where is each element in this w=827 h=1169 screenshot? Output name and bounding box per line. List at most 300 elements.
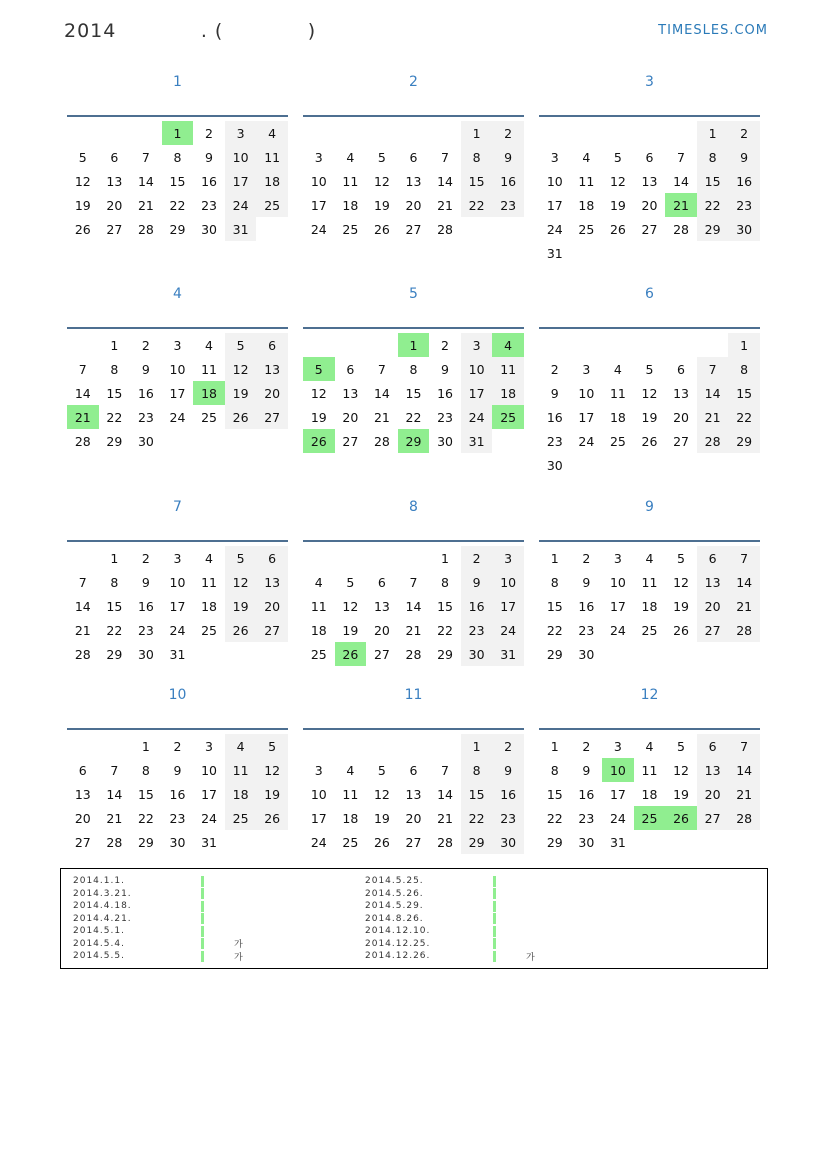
day-cell: 21 (67, 405, 99, 429)
holiday-color-marker (493, 951, 496, 962)
day-cell: 22 (106, 622, 123, 638)
day-cell: 4 (645, 550, 654, 566)
day-cell: 16 (137, 385, 154, 401)
day-cell: 31 (609, 834, 626, 850)
day-cell: 3 (492, 546, 524, 570)
day-cell: 21 (697, 405, 729, 429)
day-cell: 9 (141, 574, 150, 590)
day-cell: 23 (437, 409, 453, 425)
day-grid (67, 546, 288, 666)
day-cell: 31 (225, 217, 257, 241)
day-cell: 6 (110, 149, 119, 165)
day-cell: 25 (609, 433, 626, 449)
day-cell: 27 (697, 806, 729, 830)
day-cell: 19 (256, 782, 288, 806)
day-cell: 23 (492, 193, 524, 217)
day-cell: 15 (169, 173, 186, 189)
day-cell: 14 (437, 786, 453, 802)
day-cell: 11 (342, 173, 359, 189)
day-cell: 9 (550, 385, 559, 401)
day-cell: 11 (492, 357, 524, 381)
day-cell: 9 (441, 361, 449, 377)
day-cell: 14 (728, 570, 760, 594)
day-cell: 6 (409, 149, 418, 165)
month-name: 4 (173, 286, 182, 302)
day-cell: 27 (641, 221, 658, 237)
day-cell: 12 (256, 758, 288, 782)
holiday-color-marker (493, 876, 496, 887)
day-cell: 30 (492, 830, 524, 854)
month-divider (303, 728, 524, 730)
day-cell: 13 (256, 570, 288, 594)
holiday-date: 2014.5.4. (73, 938, 125, 949)
day-cell: 30 (578, 834, 595, 850)
day-cell: 14 (74, 598, 91, 614)
day-cell: 4 (346, 149, 355, 165)
month-divider (303, 115, 524, 117)
day-cell: 12 (74, 173, 91, 189)
holiday-date: 2014.12.10. (365, 926, 431, 937)
day-cell: 8 (441, 574, 449, 590)
day-cell: 12 (373, 173, 390, 189)
day-cell: 9 (582, 574, 591, 590)
day-cell: 7 (377, 361, 386, 377)
day-cell: 30 (201, 221, 217, 237)
day-cell: 26 (74, 221, 91, 237)
day-cell: 14 (437, 173, 453, 189)
day-cell: 3 (314, 762, 323, 778)
day-cell: 21 (437, 197, 453, 213)
day-cell: 7 (728, 734, 760, 758)
day-cell: 14 (697, 381, 729, 405)
day-cell: 21 (137, 197, 154, 213)
day-cell: 20 (697, 594, 729, 618)
empty-day-cell (335, 546, 367, 570)
day-cell: 26 (335, 642, 367, 666)
empty-day-cell (398, 734, 430, 758)
day-grid (67, 734, 288, 854)
day-cell: 20 (342, 409, 359, 425)
empty-day-cell (602, 121, 634, 145)
day-cell: 17 (310, 197, 327, 213)
empty-day-cell (335, 121, 367, 145)
day-cell: 10 (461, 357, 493, 381)
day-cell: 17 (310, 810, 327, 826)
day-cell: 26 (609, 221, 626, 237)
day-grid (67, 333, 288, 453)
holiday-color-marker (493, 926, 496, 937)
day-cell: 27 (342, 433, 359, 449)
day-cell: 26 (665, 806, 697, 830)
day-cell: 8 (550, 574, 559, 590)
day-cell: 4 (205, 337, 213, 353)
day-cell: 5 (677, 738, 685, 754)
day-cell: 26 (303, 429, 335, 453)
empty-day-cell (539, 121, 571, 145)
day-cell: 8 (173, 149, 182, 165)
day-cell: 23 (578, 622, 595, 638)
legend-row (365, 925, 536, 938)
day-cell: 1 (398, 333, 430, 357)
day-cell: 2 (582, 550, 591, 566)
day-cell: 22 (697, 193, 729, 217)
day-cell: 25 (256, 193, 288, 217)
day-cell: 11 (225, 758, 257, 782)
day-cell: 5 (346, 574, 355, 590)
day-cell: 27 (74, 834, 91, 850)
day-cell: 22 (137, 810, 154, 826)
empty-day-cell (665, 333, 697, 357)
day-cell: 24 (310, 221, 327, 237)
day-cell: 5 (645, 361, 654, 377)
day-cell: 12 (342, 598, 359, 614)
day-cell: 27 (373, 646, 390, 662)
day-cell: 5 (78, 149, 87, 165)
day-cell: 11 (641, 762, 658, 778)
day-cell: 26 (673, 622, 689, 638)
day-cell: 17 (201, 786, 217, 802)
holiday-name: 가 (526, 952, 536, 963)
day-cell: 15 (437, 598, 453, 614)
day-cell: 1 (110, 550, 119, 566)
day-cell: 11 (641, 574, 658, 590)
day-cell: 15 (546, 598, 563, 614)
day-cell: 4 (582, 149, 591, 165)
day-cell: 3 (550, 149, 559, 165)
day-cell: 26 (373, 221, 390, 237)
day-cell: 11 (310, 598, 327, 614)
day-cell: 1 (550, 550, 559, 566)
day-cell: 4 (346, 762, 355, 778)
empty-day-cell (429, 734, 461, 758)
day-cell: 1 (728, 333, 760, 357)
day-cell: 18 (641, 786, 658, 802)
holiday-date: 2014.5.25. (365, 876, 424, 887)
empty-day-cell (398, 121, 430, 145)
day-cell: 19 (373, 197, 390, 213)
day-cell: 18 (342, 810, 359, 826)
day-cell: 29 (546, 646, 563, 662)
day-cell: 8 (461, 145, 493, 169)
day-cell: 30 (578, 646, 595, 662)
empty-day-cell (303, 333, 335, 357)
empty-day-cell (634, 121, 666, 145)
day-cell: 8 (110, 361, 119, 377)
day-cell: 25 (641, 622, 658, 638)
day-cell: 6 (256, 546, 288, 570)
day-cell: 2 (141, 550, 150, 566)
day-cell: 16 (492, 169, 524, 193)
month-name: 11 (404, 687, 423, 703)
empty-day-cell (303, 121, 335, 145)
day-cell: 27 (405, 221, 422, 237)
day-cell: 28 (728, 618, 760, 642)
day-cell: 8 (697, 145, 729, 169)
day-cell: 3 (314, 149, 323, 165)
day-cell: 23 (492, 806, 524, 830)
day-cell: 30 (169, 834, 186, 850)
day-cell: 16 (578, 786, 595, 802)
empty-day-cell (67, 333, 99, 357)
day-cell: 1 (550, 738, 559, 754)
day-cell: 16 (728, 169, 760, 193)
day-cell: 23 (137, 622, 154, 638)
day-cell: 16 (492, 782, 524, 806)
day-cell: 7 (78, 361, 87, 377)
day-cell: 8 (409, 361, 418, 377)
day-cell: 13 (405, 173, 422, 189)
day-cell: 4 (314, 574, 323, 590)
legend-row (73, 925, 244, 938)
day-cell: 15 (106, 598, 123, 614)
legend-row (365, 900, 536, 913)
day-cell: 30 (137, 646, 154, 662)
day-cell: 23 (728, 193, 760, 217)
day-cell: 16 (461, 594, 493, 618)
day-cell: 27 (106, 221, 123, 237)
day-cell: 25 (201, 622, 217, 638)
empty-day-cell (335, 333, 367, 357)
day-cell: 19 (673, 786, 689, 802)
day-cell: 4 (205, 550, 213, 566)
site-logo-text[interactable]: TIMESLES.COM (658, 23, 768, 38)
legend-row (365, 950, 536, 963)
day-cell: 15 (461, 782, 493, 806)
day-cell: 28 (673, 221, 689, 237)
day-grid (303, 546, 524, 666)
empty-day-cell (366, 333, 398, 357)
holiday-date: 2014.4.21. (73, 913, 132, 924)
day-cell: 1 (461, 734, 493, 758)
day-cell: 25 (225, 806, 257, 830)
day-cell: 13 (256, 357, 288, 381)
day-cell: 24 (225, 193, 257, 217)
day-cell: 13 (106, 173, 123, 189)
day-cell: 17 (492, 594, 524, 618)
day-cell: 31 (546, 245, 563, 261)
holiday-color-marker (201, 926, 204, 937)
day-cell: 16 (546, 409, 563, 425)
day-cell: 17 (609, 598, 626, 614)
day-cell: 6 (78, 762, 87, 778)
day-cell: 24 (609, 622, 626, 638)
day-cell: 18 (609, 409, 626, 425)
day-cell: 5 (225, 333, 257, 357)
legend-row (73, 875, 244, 888)
day-cell: 21 (74, 622, 91, 638)
legend-row (365, 913, 536, 926)
day-cell: 8 (141, 762, 150, 778)
legend-column-left (73, 875, 244, 963)
day-cell: 3 (582, 361, 591, 377)
day-cell: 12 (609, 173, 626, 189)
day-cell: 1 (162, 121, 194, 145)
holiday-date: 2014.5.29. (365, 901, 424, 912)
day-cell: 24 (169, 622, 186, 638)
month-divider (67, 728, 288, 730)
day-cell: 8 (728, 357, 760, 381)
day-cell: 24 (492, 618, 524, 642)
holiday-color-marker (493, 913, 496, 924)
day-cell: 11 (578, 173, 595, 189)
day-cell: 7 (110, 762, 119, 778)
day-cell: 28 (137, 221, 154, 237)
holiday-color-marker (201, 888, 204, 899)
day-cell: 5 (225, 546, 257, 570)
holiday-date: 2014.1.1. (73, 876, 125, 887)
day-cell: 22 (169, 197, 186, 213)
month-name: 3 (645, 74, 654, 90)
day-cell: 19 (74, 197, 91, 213)
day-cell: 16 (169, 786, 186, 802)
day-cell: 29 (106, 433, 123, 449)
day-cell: 24 (201, 810, 217, 826)
day-cell: 10 (578, 385, 595, 401)
day-cell: 20 (673, 409, 689, 425)
month-divider (67, 115, 288, 117)
day-cell: 15 (461, 169, 493, 193)
day-cell: 23 (578, 810, 595, 826)
day-grid (539, 546, 760, 666)
day-cell: 15 (137, 786, 154, 802)
day-cell: 15 (728, 381, 760, 405)
legend-row (365, 875, 536, 888)
day-cell: 1 (697, 121, 729, 145)
day-cell: 29 (106, 646, 123, 662)
day-cell: 11 (609, 385, 626, 401)
day-cell: 7 (441, 762, 449, 778)
day-cell: 21 (373, 409, 390, 425)
month-name: 1 (173, 74, 182, 90)
day-cell: 15 (697, 169, 729, 193)
day-cell: 9 (173, 762, 182, 778)
day-cell: 5 (613, 149, 622, 165)
month-name: 6 (645, 286, 654, 302)
day-cell: 10 (492, 570, 524, 594)
page-title: 2014 . ( ) (64, 20, 317, 42)
day-cell: 18 (342, 197, 359, 213)
empty-day-cell (697, 333, 729, 357)
day-cell: 21 (405, 622, 422, 638)
day-cell: 14 (373, 385, 390, 401)
day-cell: 27 (673, 433, 689, 449)
day-cell: 31 (201, 834, 217, 850)
day-cell: 27 (697, 618, 729, 642)
day-cell: 7 (697, 357, 729, 381)
empty-day-cell (398, 546, 430, 570)
day-cell: 12 (225, 357, 257, 381)
day-cell: 25 (201, 409, 217, 425)
empty-day-cell (366, 121, 398, 145)
day-cell: 25 (342, 834, 359, 850)
day-grid (539, 734, 760, 854)
month-name: 2 (409, 74, 418, 90)
day-cell: 18 (256, 169, 288, 193)
day-cell: 30 (546, 457, 563, 473)
legend-row (73, 938, 244, 951)
empty-day-cell (571, 121, 603, 145)
day-cell: 18 (492, 381, 524, 405)
day-cell: 5 (256, 734, 288, 758)
day-cell: 10 (201, 762, 217, 778)
month-name: 5 (409, 286, 418, 302)
holiday-color-marker (201, 951, 204, 962)
day-cell: 9 (461, 570, 493, 594)
day-cell: 23 (137, 409, 154, 425)
day-cell: 1 (461, 121, 493, 145)
day-cell: 14 (74, 385, 91, 401)
day-cell: 9 (492, 758, 524, 782)
day-cell: 20 (405, 810, 422, 826)
day-cell: 24 (169, 409, 186, 425)
day-cell: 14 (405, 598, 422, 614)
day-cell: 19 (225, 381, 257, 405)
day-cell: 31 (461, 429, 493, 453)
day-cell: 10 (609, 574, 626, 590)
day-cell: 19 (373, 810, 390, 826)
day-cell: 27 (256, 405, 288, 429)
day-cell: 28 (728, 806, 760, 830)
empty-day-cell (335, 734, 367, 758)
day-cell: 22 (461, 193, 493, 217)
day-cell: 17 (461, 381, 493, 405)
empty-day-cell (429, 121, 461, 145)
day-cell: 20 (641, 197, 658, 213)
month-divider (303, 540, 524, 542)
day-cell: 19 (342, 622, 359, 638)
day-cell: 17 (225, 169, 257, 193)
month-divider (539, 728, 760, 730)
day-cell: 31 (492, 642, 524, 666)
day-cell: 29 (461, 830, 493, 854)
day-cell: 20 (106, 197, 123, 213)
day-cell: 28 (437, 221, 453, 237)
day-cell: 1 (141, 738, 150, 754)
day-cell: 12 (310, 385, 327, 401)
day-cell: 10 (602, 758, 634, 782)
day-cell: 2 (441, 337, 449, 353)
day-cell: 3 (173, 337, 182, 353)
day-cell: 2 (582, 738, 591, 754)
legend-row (365, 938, 536, 951)
day-cell: 15 (546, 786, 563, 802)
day-cell: 11 (201, 574, 217, 590)
empty-day-cell (366, 734, 398, 758)
day-cell: 23 (546, 433, 563, 449)
day-cell: 29 (398, 429, 430, 453)
holiday-legend (60, 868, 768, 969)
day-cell: 19 (609, 197, 626, 213)
day-cell: 11 (201, 361, 217, 377)
day-cell: 29 (546, 834, 563, 850)
holiday-color-marker (201, 901, 204, 912)
day-cell: 2 (141, 337, 150, 353)
day-cell: 7 (78, 574, 87, 590)
day-cell: 11 (256, 145, 288, 169)
day-cell: 4 (492, 333, 524, 357)
holiday-color-marker (201, 938, 204, 949)
day-cell: 20 (256, 381, 288, 405)
day-cell: 26 (256, 806, 288, 830)
day-cell: 6 (677, 361, 685, 377)
day-cell: 28 (106, 834, 123, 850)
day-cell: 17 (169, 385, 186, 401)
day-cell: 9 (205, 149, 213, 165)
day-cell: 18 (201, 598, 217, 614)
legend-column-right (365, 875, 536, 963)
day-cell: 16 (201, 173, 217, 189)
day-grid (539, 333, 760, 477)
